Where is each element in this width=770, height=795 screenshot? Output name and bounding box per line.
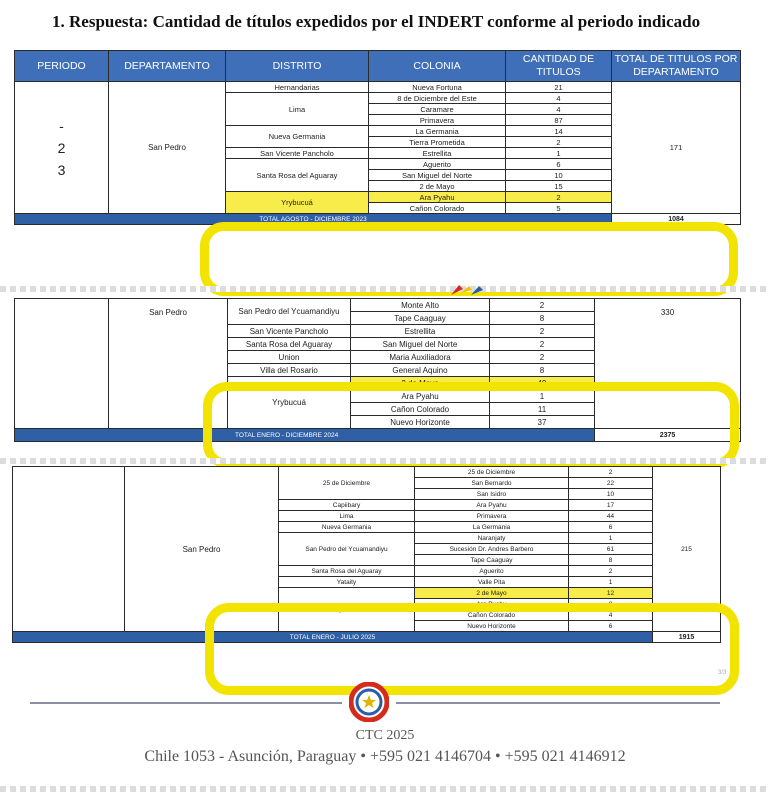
distrito-cell: San Vicente Pancholo: [228, 325, 351, 338]
cantidad-cell: 8: [569, 599, 653, 610]
total-row: [15, 214, 741, 225]
cantidad-cell: 22: [569, 478, 653, 489]
colonia-cell: Cañon Colorado: [415, 610, 569, 621]
footer-org: CTC 2025: [355, 728, 415, 743]
cantidad-cell: 1: [569, 533, 653, 544]
periodo-cell: [13, 467, 125, 632]
table-row: [15, 82, 741, 93]
colonia-cell: Nuevo Horizonte: [415, 621, 569, 632]
distrito-cell: Santa Rosa del Aguaray: [279, 566, 415, 577]
torn-edge: [0, 286, 770, 292]
colonia-cell: Monte Alto: [351, 299, 490, 312]
periodo-cell: [15, 82, 109, 214]
cantidad-cell: 44: [569, 511, 653, 522]
distrito-cell: Capiibary: [279, 500, 415, 511]
departamento-cell: San Pedro: [125, 467, 279, 632]
periodo-line: 3: [57, 161, 66, 178]
cantidad-cell: 17: [569, 500, 653, 511]
total-departamento-cell: 215: [653, 467, 721, 632]
colonia-cell: San Isidro: [415, 489, 569, 500]
table-section-2024: [14, 298, 740, 442]
cantidad-cell: 8: [490, 312, 595, 325]
colonia-cell: Aguerito: [369, 159, 506, 170]
cantidad-cell: 1: [506, 148, 612, 159]
table-row: [13, 467, 721, 478]
colonia-cell: Cañon Colorado: [351, 403, 490, 416]
table-row: [15, 299, 741, 312]
cantidad-cell: 2: [490, 338, 595, 351]
cantidad-cell: 37: [490, 416, 595, 429]
distrito-cell: Lima: [226, 93, 369, 126]
periodo-line: -: [59, 117, 64, 134]
periodo-cell: [15, 299, 109, 429]
colonia-cell: Tape Caaguay: [351, 312, 490, 325]
header-total-departamento: TOTAL DE TITULOS POR DEPARTAMENTO: [612, 51, 741, 82]
distrito-cell: 25 de Diciembre: [279, 467, 415, 500]
colonia-cell: Aguerito: [415, 566, 569, 577]
distrito-cell: Yataity: [279, 577, 415, 588]
cantidad-cell: 8: [569, 555, 653, 566]
colonia-cell: Tape Caaguay: [415, 555, 569, 566]
colonia-cell: Naranjaty: [415, 533, 569, 544]
header-colonia: COLONIA: [369, 51, 506, 82]
colonia-cell: Tierra Prometida: [369, 137, 506, 148]
colonia-cell: Ara Pyahu: [415, 599, 569, 610]
total-label: TOTAL ENERO - JULIO 2025: [13, 632, 653, 643]
cantidad-cell: 12: [569, 588, 653, 599]
footer-address: Chile 1053 - Asunción, Paraguay • +595 021 4146704 • +595 021 4146912: [144, 748, 626, 765]
departamento-cell: San Pedro: [109, 299, 228, 429]
colonia-cell: Cañon Colorado: [369, 203, 506, 214]
distrito-cell: Yrybucuá: [279, 588, 415, 632]
colonia-cell: La Germania: [415, 522, 569, 533]
colonia-cell: Estrellita: [351, 325, 490, 338]
distrito-cell: Lima: [279, 511, 415, 522]
colonia-cell: Sucesión Dr. Andres Barbero: [415, 544, 569, 555]
cantidad-cell: 49: [490, 377, 595, 390]
cantidad-cell: 4: [506, 104, 612, 115]
colonia-cell: Ara Pyahu: [351, 390, 490, 403]
cantidad-cell: 4: [506, 93, 612, 104]
torn-edge: [0, 786, 770, 792]
cantidad-cell: 21: [506, 82, 612, 93]
colonia-cell: Caramare: [369, 104, 506, 115]
cantidad-cell: 15: [506, 181, 612, 192]
colonia-cell: San Bernardo: [415, 478, 569, 489]
distrito-cell: Nueva Germania: [279, 522, 415, 533]
colonia-cell: Nueva Fortuna: [369, 82, 506, 93]
cantidad-cell: 2: [569, 467, 653, 478]
colonia-cell: San Miguel del Norte: [369, 170, 506, 181]
colonia-cell: Primavera: [369, 115, 506, 126]
paraguay-seal-icon: [349, 682, 389, 722]
distrito-cell: San Pedro del Ycuamandiyu: [279, 533, 415, 566]
cantidad-cell: 2: [490, 351, 595, 364]
paraguay-ribbon-icon: [447, 283, 487, 297]
colonia-cell: San Miguel del Norte: [351, 338, 490, 351]
total-row: [13, 632, 721, 643]
torn-edge: [0, 458, 770, 464]
distrito-cell: San Pedro del Ycuamandiyu: [228, 299, 351, 325]
header-periodo: PERIODO: [15, 51, 109, 82]
colonia-cell: Ara Pyahu: [415, 500, 569, 511]
colonia-cell: Ara Pyahu: [369, 192, 506, 203]
cantidad-cell: 6: [569, 621, 653, 632]
distrito-cell: Yrybucuá: [228, 377, 351, 429]
colonia-cell: Maria Auxiliadora: [351, 351, 490, 364]
table-section-2023: [14, 50, 740, 225]
distrito-cell: Union: [228, 351, 351, 364]
footer-rule-right: [396, 702, 720, 704]
cantidad-cell: 4: [569, 610, 653, 621]
distrito-cell: Nueva Germania: [226, 126, 369, 148]
total-row: [15, 429, 741, 442]
colonia-cell: 2 de Mayo: [415, 588, 569, 599]
footer-rule-left: [30, 702, 342, 704]
colonia-cell: 8 de Diciembre del Este: [369, 93, 506, 104]
cantidad-cell: 11: [490, 403, 595, 416]
periodo-line: 2: [57, 139, 66, 156]
cantidad-cell: 6: [569, 522, 653, 533]
colonia-cell: Primavera: [415, 511, 569, 522]
cantidad-cell: 2: [569, 566, 653, 577]
cantidad-cell: 6: [506, 159, 612, 170]
colonia-cell: 2 de Mayo: [369, 181, 506, 192]
total-value: 2375: [595, 429, 741, 442]
colonia-cell: 2 de Mayo: [351, 377, 490, 390]
cantidad-cell: 1: [569, 577, 653, 588]
total-value: 1915: [653, 632, 721, 643]
cantidad-cell: 1: [490, 390, 595, 403]
cantidad-cell: 10: [569, 489, 653, 500]
distrito-cell: Hernandarias: [226, 82, 369, 93]
colonia-cell: Valle Pita: [415, 577, 569, 588]
cantidad-cell: 5: [506, 203, 612, 214]
distrito-cell: Santa Rosa del Aguaray: [228, 338, 351, 351]
cantidad-cell: 2: [490, 325, 595, 338]
total-label: TOTAL ENERO - DICIEMBRE 2024: [15, 429, 595, 442]
page-title: 1. Respuesta: Cantidad de títulos expedidos por el INDERT conforme al periodo indicado: [52, 12, 701, 31]
cantidad-cell: 2: [490, 299, 595, 312]
table-section-2025: [12, 466, 720, 643]
cantidad-cell: 2: [506, 192, 612, 203]
colonia-cell: La Germania: [369, 126, 506, 137]
page-mark: 3/3: [718, 670, 727, 676]
total-departamento-cell: 330: [595, 299, 741, 429]
header-distrito: DISTRITO: [226, 51, 369, 82]
table-header-row: [15, 51, 741, 82]
colonia-cell: 25 de Diciembre: [415, 467, 569, 478]
cantidad-cell: 10: [506, 170, 612, 181]
cantidad-cell: 87: [506, 115, 612, 126]
total-label: TOTAL AGOSTO - DICIEMBRE 2023: [15, 214, 612, 225]
cantidad-cell: 2: [506, 137, 612, 148]
distrito-cell: Villa del Rosario: [228, 364, 351, 377]
distrito-cell: San Vicente Pancholo: [226, 148, 369, 159]
colonia-cell: Estrellita: [369, 148, 506, 159]
total-departamento-cell: 171: [612, 82, 741, 214]
colonia-cell: General Aquino: [351, 364, 490, 377]
cantidad-cell: 61: [569, 544, 653, 555]
total-value: 1084: [612, 214, 741, 225]
departamento-cell: San Pedro: [109, 82, 226, 214]
distrito-cell: Santa Rosa del Aguaray: [226, 159, 369, 192]
header-cantidad: CANTIDAD DE TITULOS: [506, 51, 612, 82]
colonia-cell: Nuevo Horizonte: [351, 416, 490, 429]
cantidad-cell: 8: [490, 364, 595, 377]
distrito-cell: Yrybucuá: [226, 192, 369, 214]
header-departamento: DEPARTAMENTO: [109, 51, 226, 82]
cantidad-cell: 14: [506, 126, 612, 137]
